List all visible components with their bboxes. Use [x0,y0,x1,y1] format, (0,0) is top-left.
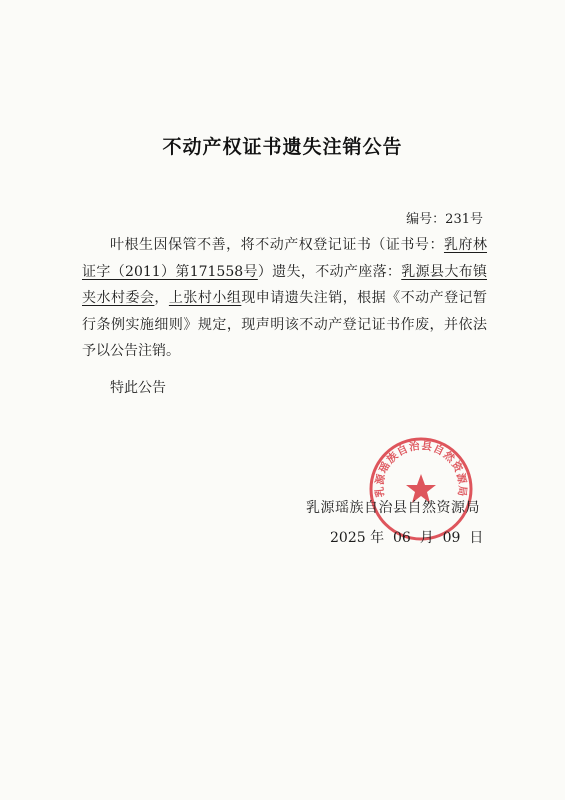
issuing-authority: 乳源瑶族自治县自然资源局 [306,500,480,516]
date-year-unit: 年 [370,530,385,546]
property-location-group: 上张村小组 [168,290,242,306]
date-day-unit: 日 [469,530,484,546]
page-title: 不动产权证书遗失注销公告 [162,136,403,158]
date-month: 06 [393,530,411,546]
body-text-part1: 叶根生因保管不善，将不动产权登记证书（证书号： [110,237,444,253]
notice-body [82,232,487,365]
document-number: 编号：231号 [406,212,483,227]
body-text-part3: 现申请遗失注销，根据《不动产登记暂行条例实施细则》规定，现声明该不动产登记证书作废，并依法予以公告注销。 [82,290,488,359]
date-month-unit: 月 [419,530,434,546]
certificate-number: 乳府林证字（2011）第171558号 [82,237,488,280]
svg-text:乳源瑶族自治县自然资源局: 乳源瑶族自治县自然资源局 [373,440,469,498]
date-year: 2025 [330,530,366,546]
issue-date [330,527,483,547]
notice-paragraph [82,232,487,365]
property-location-village: 乳源县大布镇夹水村委会 [82,263,488,306]
body-text-part2: ）遗失，不动产座落： [257,263,402,280]
closing-statement: 特此公告 [110,380,166,396]
body-text-separator: ， [154,290,169,306]
date-day: 09 [442,530,461,546]
